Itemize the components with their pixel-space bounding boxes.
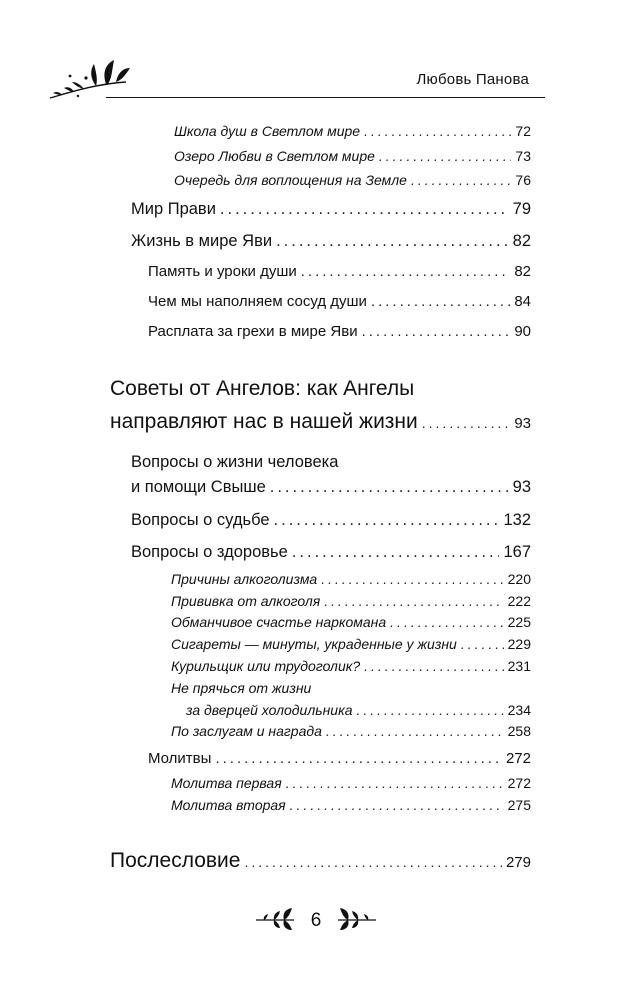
toc-entry-title: Молитвы	[148, 750, 212, 767]
toc-entry[interactable]	[174, 172, 531, 188]
toc-entry-page: 90	[514, 323, 531, 340]
toc-entry[interactable]	[171, 658, 531, 674]
leader-dots	[276, 232, 509, 251]
toc-entry-page: 258	[507, 723, 531, 739]
toc-entry-page: 79	[512, 200, 531, 218]
toc-entry[interactable]	[171, 593, 531, 609]
header-rule	[106, 97, 545, 98]
toc-entry[interactable]	[148, 750, 531, 767]
floral-ornament-icon	[254, 908, 296, 930]
toc-entry-title: Послесловие	[110, 849, 241, 872]
toc-entry[interactable]	[131, 232, 531, 251]
toc-entry[interactable]	[110, 849, 531, 873]
leader-dots	[244, 854, 502, 870]
toc-entry-title: Расплата за грехи в мире Яви	[148, 323, 358, 340]
toc-entry-title-line1[interactable]: Вопросы о жизни человека	[131, 453, 339, 471]
toc-entry[interactable]	[148, 293, 531, 310]
leader-dots	[362, 323, 511, 340]
leader-dots	[270, 478, 509, 497]
leader-dots	[411, 172, 511, 188]
toc-entry-page: 220	[507, 571, 531, 587]
leader-dots	[290, 797, 504, 813]
leader-dots	[364, 658, 504, 674]
toc-entry-title: Молитва вторая	[171, 797, 286, 813]
leader-dots	[215, 750, 502, 767]
toc-entry-title: Школа душ в Светлом мире	[174, 123, 361, 139]
toc-entry-title-line1[interactable]: Советы от Ангелов: как Ангелы	[110, 377, 415, 400]
toc-entry-title: Жизнь в мире Яви	[131, 232, 273, 250]
toc-entry-title: за дверцей холодильника	[186, 702, 353, 718]
toc-entry[interactable]	[171, 797, 531, 813]
toc-entry-page: 82	[512, 232, 531, 250]
leader-dots	[364, 123, 511, 139]
toc-entry[interactable]	[171, 775, 531, 791]
toc-entry-page: 84	[514, 293, 531, 310]
page-number: 6	[310, 910, 322, 931]
toc-entry[interactable]	[171, 723, 531, 739]
floral-ornament-icon	[336, 908, 378, 930]
toc-entry-page: 279	[505, 854, 531, 871]
toc-entry-title: Мир Прави	[131, 200, 216, 218]
leader-dots	[274, 511, 500, 530]
toc-entry-page: 132	[503, 511, 531, 529]
author-name: Любовь Панова	[416, 71, 529, 88]
toc-entry[interactable]	[186, 702, 531, 718]
toc-entry-page: 82	[514, 263, 531, 280]
leader-dots	[326, 723, 504, 739]
leader-dots	[379, 148, 512, 164]
toc-entry-page: 234	[507, 702, 531, 718]
toc-entry-page: 231	[507, 658, 531, 674]
toc-entry-page: 167	[503, 543, 531, 561]
floral-ornament-icon	[46, 58, 132, 102]
leader-dots	[220, 200, 509, 219]
toc-entry-title: Очередь для воплощения на Земле	[174, 172, 407, 188]
toc-entry[interactable]	[174, 123, 531, 139]
leader-dots	[301, 263, 511, 280]
toc-entry-title: Озеро Любви в Светлом мире	[174, 148, 375, 164]
leader-dots	[390, 614, 503, 630]
toc-entry-title: Причины алкоголизма	[171, 571, 318, 587]
toc-entry-title: и помощи Свыше	[131, 478, 266, 496]
toc-entry-page: 93	[512, 478, 531, 496]
toc-entry-page: 272	[505, 750, 531, 767]
toc-entry[interactable]	[171, 571, 531, 587]
toc-entry[interactable]	[131, 478, 531, 497]
toc-entry[interactable]	[148, 263, 531, 280]
toc-entry[interactable]	[131, 543, 531, 562]
toc-entry-page: 229	[507, 636, 531, 652]
toc-entry[interactable]	[174, 148, 531, 164]
toc-entry-title: Вопросы о здоровье	[131, 543, 288, 561]
leader-dots	[371, 293, 510, 310]
toc-entry-page: 76	[515, 172, 531, 188]
toc-entry-page: 72	[515, 123, 531, 139]
toc-entry-title: По заслугам и награда	[171, 723, 322, 739]
toc-entry-title: Вопросы о судьбе	[131, 511, 270, 529]
toc-entry[interactable]	[131, 511, 531, 530]
leader-dots	[321, 571, 503, 587]
toc-entry-title: Сигареты — минуты, украденные у жизни	[171, 636, 457, 652]
toc-entry[interactable]	[110, 410, 531, 434]
toc-entry[interactable]	[131, 200, 531, 219]
leader-dots	[461, 636, 504, 652]
toc-entry[interactable]	[171, 614, 531, 630]
toc-entry-title: Молитва первая	[171, 775, 282, 791]
toc-entry-page: 275	[507, 797, 531, 813]
leader-dots	[292, 543, 500, 562]
toc-entry-title: направляют нас в нашей жизни	[110, 410, 418, 433]
toc-entry-title: Прививка от алкоголя	[171, 593, 321, 609]
leader-dots	[356, 702, 503, 718]
leader-dots	[286, 775, 504, 791]
toc-entry-page: 225	[507, 614, 531, 630]
toc-entry-page: 73	[515, 148, 531, 164]
toc-entry-title: Чем мы наполняем сосуд души	[148, 293, 367, 310]
toc-entry-title: Память и уроки души	[148, 263, 297, 280]
toc-entry-page: 93	[514, 415, 531, 432]
toc-entry-title: Обманчивое счастье наркомана	[171, 614, 387, 630]
toc-entry-title-line1[interactable]: Не прячься от жизни	[171, 680, 312, 696]
toc-entry[interactable]	[171, 636, 531, 652]
leader-dots	[422, 415, 511, 431]
toc-entry-title: Курильщик или трудоголик?	[171, 658, 361, 674]
toc-entry-page: 222	[507, 593, 531, 609]
leader-dots	[324, 593, 503, 609]
toc-entry-page: 272	[507, 775, 531, 791]
toc-entry[interactable]	[148, 323, 531, 340]
